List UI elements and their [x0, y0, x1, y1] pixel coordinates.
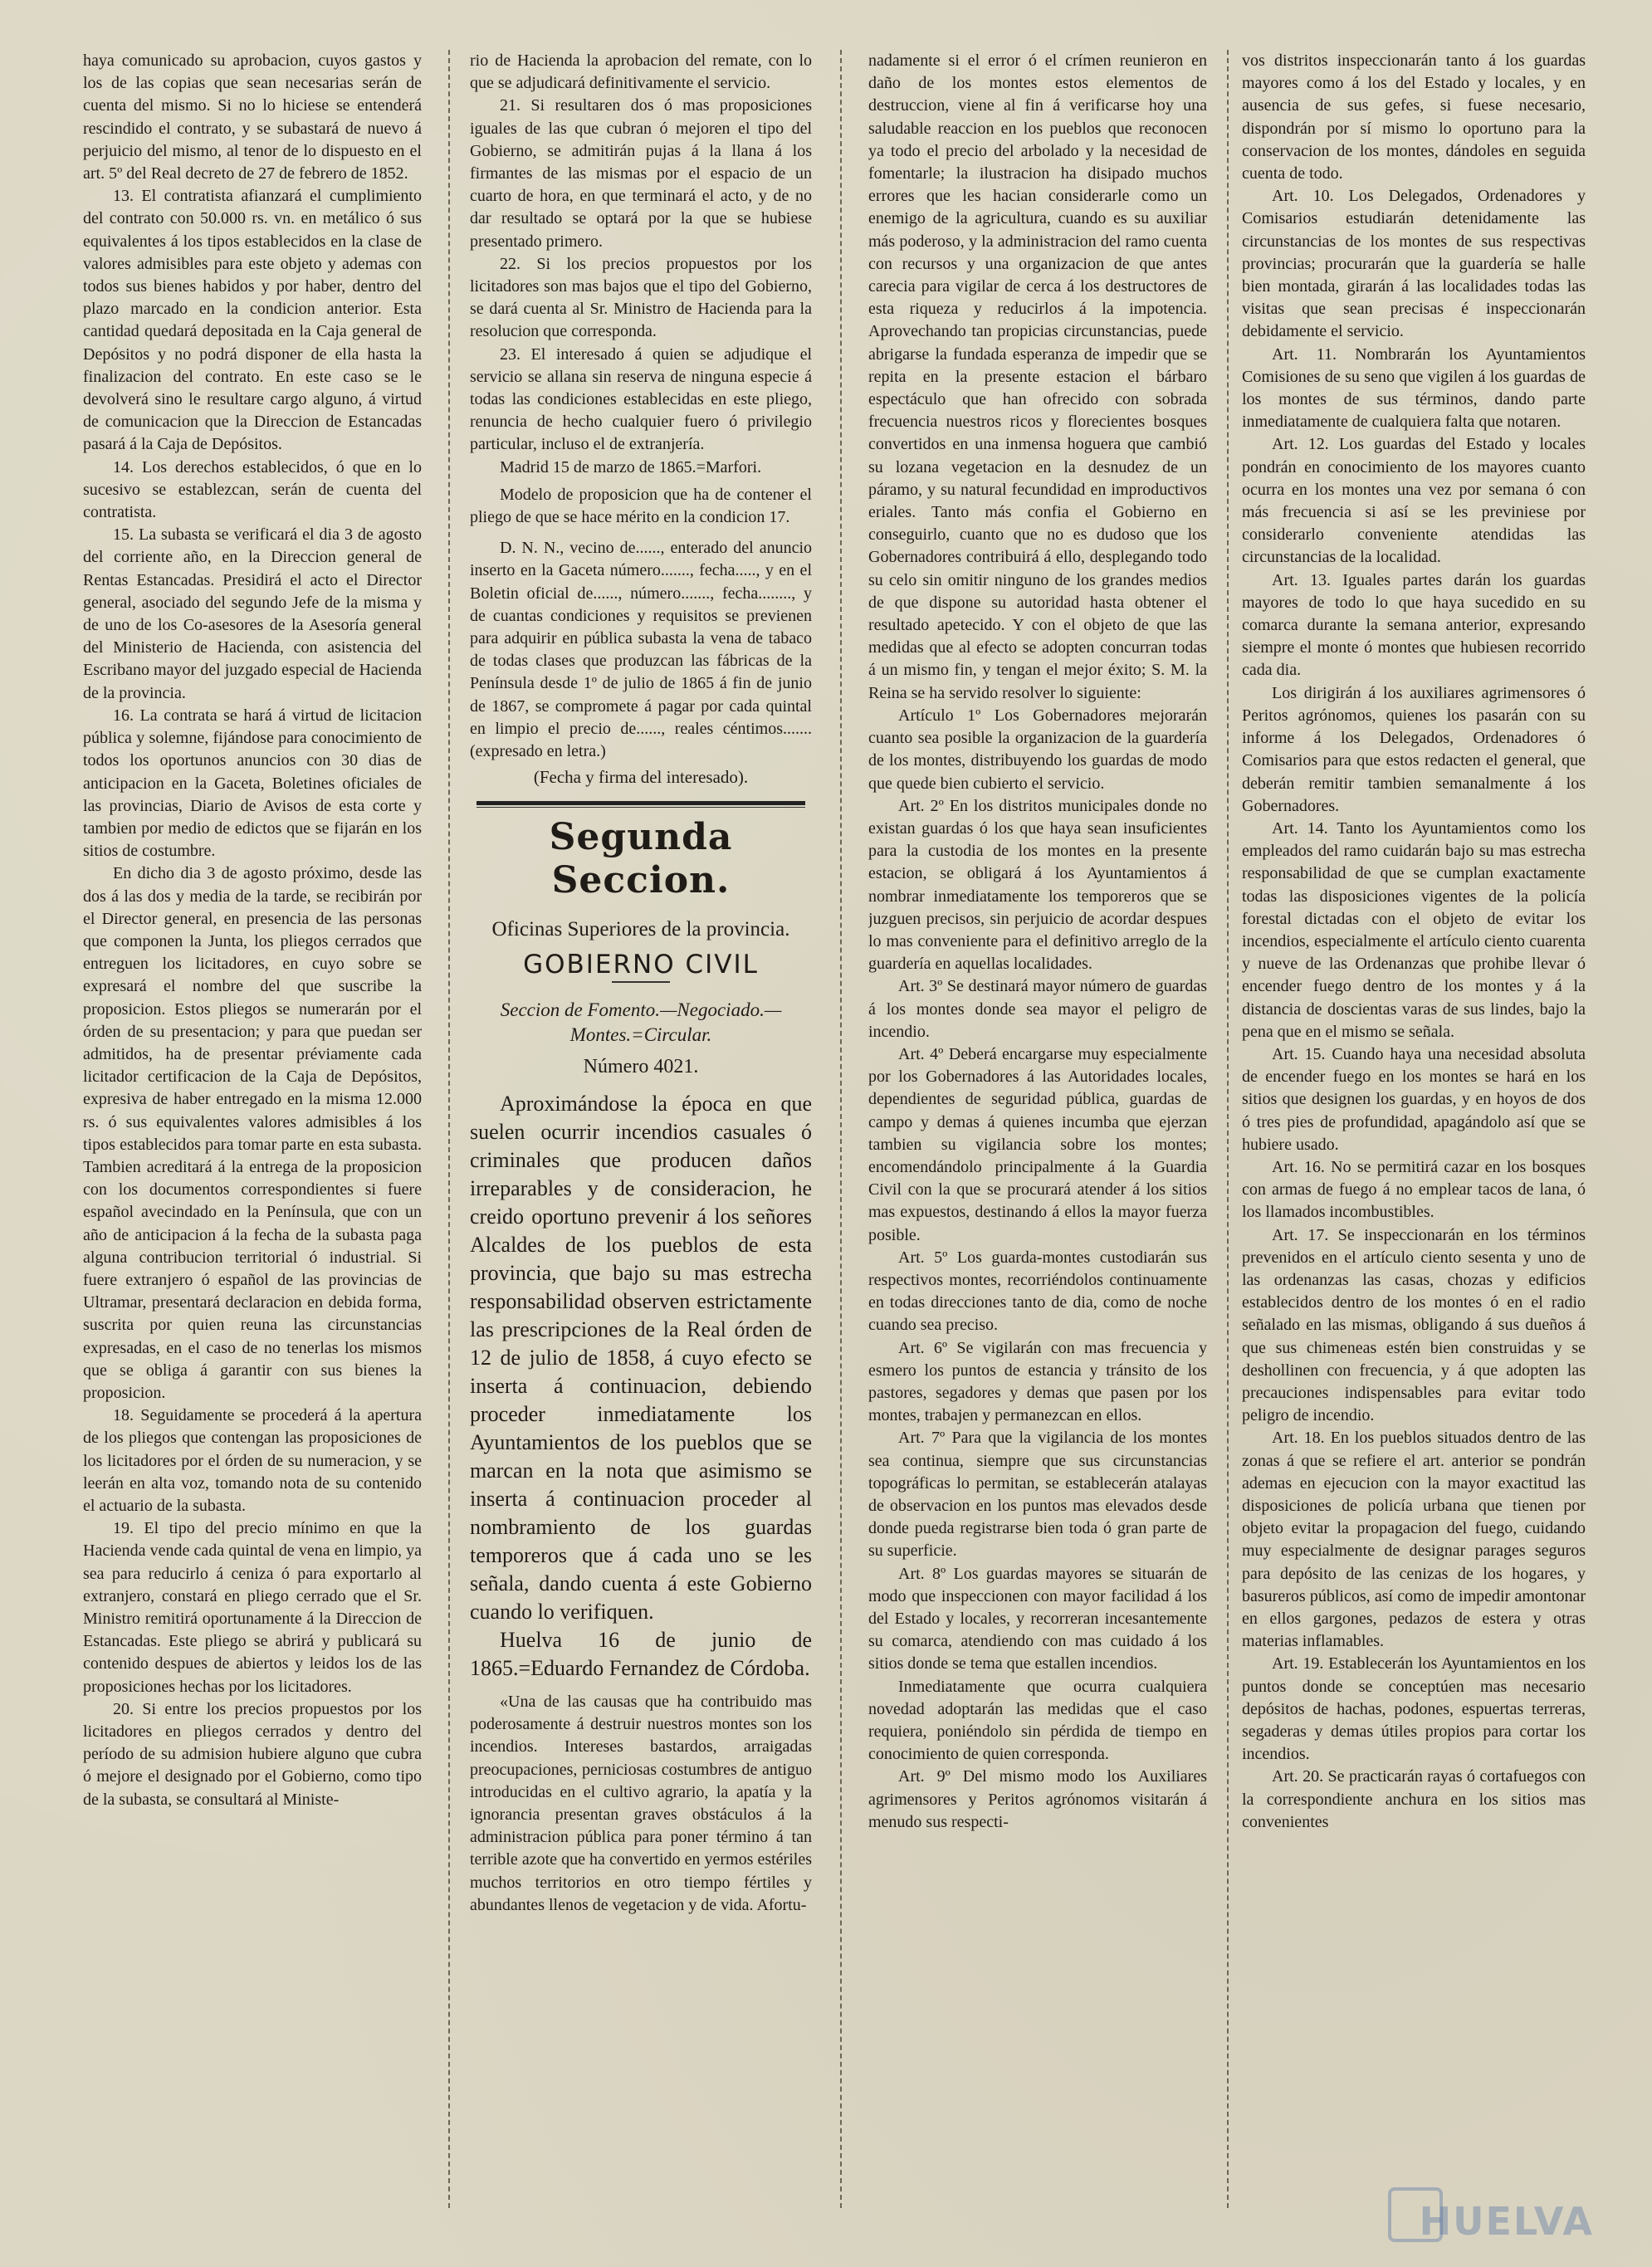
paragraph: haya comunicado su aprobacion, cuyos gastos y los de las copias que sean necesarias serán de cuenta del mismo. Si no lo hiciese se entenderá rescindido el contrato, y se subastará de nuevo á perjuicio del mismo, al tenor de lo dispuesto en el art. 5º del Real decreto de 27 de febrero de 1852. [83, 51, 422, 183]
paragraph: Artículo 1º Los Gobernadores mejorarán cuanto sea posible la organizacion de la guardería de los montes, distribuyendo los guardas de modo que quede bien cubierto el servicio. [868, 706, 1207, 793]
dateline: Madrid 15 de marzo de 1865.=Marfori. [500, 457, 762, 476]
signature-line: (Fecha y firma del interesado). [533, 767, 749, 788]
paragraph: Art. 16. No se permitirá cazar en los bosques con armas de fuego á no emplear tacos de lana, ó los llamados incombustibles. [1242, 1157, 1586, 1222]
model-heading: Modelo de proposicion que ha de contener el pliego de que se hace mérito en la condicion 17. [470, 485, 812, 527]
paragraph: Art. 4º Deberá encargarse muy especialmente por los Gobernadores á las Autoridades locales, dependientes de seguridad pública, guardas de campo y demas á quienes incumba que ejerzan tambien su vigilancia sobre los montes; encomendándolo principalmente á la Guardia Civil con la que se procurará atender á los sitios mas expuestos, destinando á ellos la mayor fuerza posible. [868, 1044, 1207, 1244]
paragraph: En dicho dia 3 de agosto próximo, desde las dos á las dos y media de la tarde, se recibirán por el Director general, en presencia de las personas que componen la Junta, los pliegos cerrados que entreguen los licitadores, en cuyo sobre se expresará el nombre del que suscribe la proposicion. Estos pliegos se numerarán por el órden de su presentacion; y para que puedan ser admitidos, ha de presentar préviamente cada licitador certificacion de la Caja de Depósitos, expresiva de haber entregado en la misma 12.000 rs. ó sus equivalentes valores admisibles á los tipos establecidos para tomar parte en esta subasta. Tambien acreditará á la entrega de la proposicion con los documentos correspondientes si fuere español avecindado en la Península, que con un año de anticipacion á la fecha de la subasta paga alguna contribucion territorial ó industrial. Si fuere extranjero ó español de las provincias de Ultramar, presentará declaracion en debida forma, suscrita por quien reuna las circunstancias expresadas, en el caso de no tenerlas los mismos que se obliga á garantir con sus bienes la proposicion. [83, 864, 422, 1402]
paragraph: 13. El contratista afianzará el cumplimiento del contrato con 50.000 rs. vn. en metálico ó sus equivalentes á los tipos establecidos en la clase de valores admisibles para este objeto y ademas con todos sus bienes habidos y por haber, dentro del plazo marcado en la condicion anterior. Esta cantidad quedará depositada en la Caja general de Depósitos y no podrá disponer de ella hasta la finalizacion del contrato. En este caso se le devolverá sino le resultare cargo alguno, á virtud de comunicacion que la Direccion de Estancadas pasará á la Caja de Depósitos. [83, 187, 422, 454]
section-rule [477, 807, 805, 808]
paragraph: Aproximándose la época en que suelen ocurrir incendios casuales ó criminales que producen daños irreparables y de consideracion, he creido oportuno prevenir á los señores Alcaldes de los pueblos de esta provincia, que bajo su mas estrecha responsabilidad observen estrictamente las prescripciones de la Real órden de 12 de julio de 1858, á cuyo efecto se inserta á continuacion, debiendo proceder inmediatamente los Ayuntamientos de los pueblos que se marcan en la nota que asimismo se inserta á continuacion proceder al nombramiento de los guardas temporeros que á cada uno se les señala, dando cuenta á este Gobierno cuando lo verifiquen. [470, 1091, 812, 1624]
paragraph: 15. La subasta se verificará el dia 3 de agosto del corriente año, en la Direccion general de Rentas Estancadas. Presidirá el acto el Director general, asociado del segundo Jefe de la misma y de uno de los Co-asesores de la Asesoría general del Ministerio de Hacienda, con asistencia del Escribano mayor del juzgado especial de Hacienda de la provincia. [83, 525, 422, 702]
paragraph: Art. 9º Del mismo modo los Auxiliares agrimensores y Peritos agrónomos visitarán á menudo sus respecti- [868, 1767, 1207, 1831]
gobierno-heading: GOBIERNO CIVIL [523, 949, 759, 980]
paragraph: 23. El interesado á quien se adjudique el servicio se allana sin reserva de ninguna especie á todas las condiciones establecidas en este pliego, renuncia de hecho cualquier fuero ó privilegio particular, incluso el de extranjería. [470, 344, 812, 454]
column-2 [470, 50, 812, 2225]
paragraph: vos distritos inspeccionarán tanto á los guardas mayores como á los del Estado y locales, y en ausencia de sus gefes, si fuese necesario, dispondrán por sí mismo lo oportuno para la conservacion de los montes, dándoles en seguida cuenta de todo. [1242, 51, 1586, 183]
paragraph: 22. Si los precios propuestos por los licitadores son mas bajos que el tipo del Gobierno, se dará cuenta al Sr. Ministro de Hacienda para la resolucion que corresponda. [470, 254, 812, 341]
paragraph: Art. 17. Se inspeccionarán en los términos prevenidos en el artículo ciento sesenta y uno de las ordenanzas las casas, chozas y edificios establecidos dentro de los montes ó en el radio señalado en las mismas, obligando á sus dueños á que sus chimeneas estén bien construidas y se deshollinen con frecuencia, y á que adopten las precauciones indispensables para evitar todo peligro de incendio. [1242, 1225, 1586, 1425]
office-heading: Oficinas Superiores de la provincia. [491, 917, 790, 941]
paragraph: 20. Si entre los precios propuestos por los licitadores en pliegos cerrados y dentro del período de su admision hubiere alguno que cubra ó mejore el designado por el Gobierno, como tipo de la subasta, se consultará al Ministe- [83, 1699, 422, 1809]
section-rule [477, 801, 805, 805]
paragraph: Los dirigirán á los auxiliares agrimensores ó Peritos agrónomos, quienes los pasarán con su informe á los Delegados, Ordenadores ó Comisarios para que estos redacten el general, que deberán remitir tambien semanalmente á los Gobernadores. [1242, 683, 1586, 815]
paragraph: Art. 18. En los pueblos situados dentro de las zonas á que se refiere el art. anterior se pondrán ademas en ejecucion con la mayor exactitud las disposiciones de policía urbana que tienen por objeto evitar la propagacion del fuego, cuidando muy especialmente de designar parages seguros para depósito de las cenizas de los hogares, y basureros públicos, así como de impedir amontonar en ellos gargones, pedazos de estera y otras materias inflamables. [1242, 1429, 1586, 1651]
paragraph: 14. Los derechos establecidos, ó que en lo sucesivo se establezcan, serán de cuenta del contratista. [83, 457, 422, 522]
paragraph: Art. 8º Los guardas mayores se situarán de modo que inspeccionen con mayor facilidad á los del Estado y locales, y recorreran incesantemente su comarca, atendiendo con mas cuidado á los sitios donde se tema que estallen incendios. [868, 1564, 1207, 1673]
paragraph: Art. 19. Establecerán los Ayuntamientos en los puntos donde se conceptúen mas necesario depósitos de hachas, podones, espuertas terreras, segaderas y demas útiles propios para cortar los incendios. [1242, 1654, 1586, 1764]
short-rule [612, 981, 670, 983]
paragraph: Art. 11. Nombrarán los Ayuntamientos Comisiones de su seno que vigilen á los guardas de los montes de sus términos, dando parte inmediatamente de cualquiera falta que notaren. [1242, 344, 1586, 432]
paragraph: rio de Hacienda la aprobacion del remate, con lo que se adjudicará definitivamente el servicio. [470, 51, 812, 93]
paragraph: Inmediatamente que ocurra cualquiera novedad adoptarán las medidas que el caso requiera, poniéndolo sin pérdida de tiempo en conocimiento de quien corresponda. [868, 1677, 1207, 1764]
circular-number: Número 4021. [583, 1055, 699, 1077]
dateline: Huelva 16 de junio de 1865.=Eduardo Fernandez de Córdoba. [470, 1627, 812, 1680]
column-4 [1242, 50, 1586, 2225]
paragraph: Art. 15. Cuando haya una necesidad absoluta de encender fuego en los montes se hará en los sitios que designen los guardas, y en hoyos de dos ó tres pies de profundidad, apagándolo así que se hubiere usado. [1242, 1044, 1586, 1154]
paragraph: Art. 5º Los guarda-montes custodiarán sus respectivos montes, recorriéndolos continuamente en todas direcciones tanto de dia, como de noche cuando sea preciso. [868, 1248, 1207, 1335]
column-divider [840, 50, 842, 2208]
paragraph: Art. 7º Para que la vigilancia de los montes sea continua, siempre que sus circunstancias topográficas lo permitan, se establecerán atalayas de observacion en los puntos mas elevados desde donde pueda registrarse bien toda ó gran parte de su superficie. [868, 1429, 1207, 1561]
paragraph: 16. La contrata se hará á virtud de licitacion pública y solemne, fijándose para conocimiento de todos los oportunos anuncios con 30 dias de anticipacion en la Gaceta, Boletines oficiales de las provincias, Diario de Avisos de esta corte y tambien por medio de edictos que se fijarán en los sitios de costumbre. [83, 706, 422, 861]
column-divider [448, 50, 450, 2208]
column-3 [868, 50, 1207, 2225]
paragraph: 21. Si resultaren dos ó mas proposiciones iguales de las que cubran ó mejoren el tipo del Gobierno, se admitirán pujas á la llana á los firmantes de las mismas por el espacio de un cuarto de hora, en que terminará el acto, y de no dar resultado se optará por la que se hubiese presentado primero. [470, 96, 812, 251]
paragraph: 18. Seguidamente se procederá á la apertura de los pliegos que contengan las proposiciones de los licitadores por el órden de su numeracion, y se leerán en alta voz, tomando nota de su contenido el actuario de la subasta. [83, 1406, 422, 1515]
column-1 [83, 50, 422, 2225]
section-title: Segunda Seccion. [549, 815, 733, 901]
paragraph: «Una de las causas que ha contribuido mas poderosamente á destruir nuestros montes son los incendios. Intereses bastardos, arraigadas preocupaciones, perniciosas costumbres de antiguo introducidas en el cultivo agrario, la apatía y la ignorancia presentan graves obstáculos á la administracion pública para poner término á tan terrible azote que ha convertido en yermos estériles muchos territorios en otro tiempo fértiles y abundantes llenos de vegetacion y de vida. Afortu- [470, 1692, 812, 1914]
archive-watermark: HUELVA [1419, 2199, 1594, 2244]
paragraph: nadamente si el error ó el crímen reunieron en daño de los montes estos elementos de destruccion, viene al fin á verificarse hoy una saludable reaccion en los pueblos que reconocen ya todo el precio del arbolado y la necesidad de fomentarle; la ilustracion ha disipado muchos errores que les hacian considerarle como un enemigo de la agricultura, cuando es su auxiliar más poderoso, y la administracion del ramo cuenta con recursos y una organizacion de que antes carecia para vigilar de cerca á los destructores de esta riqueza y reducirlos á la impotencia. Aprovechando tan propicias circunstancias, puede abrigarse la fundada esperanza de impedir que se repita en la presente estacion el bárbaro espectáculo que han ofrecido con sobrada frecuencia nuestros ricos y florecientes bosques convertidos en una inmensa hoguera que cambió su lozana vegetacion en la desnudez de un páramo, y su natural fecundidad en improductivos eriales. Tanto más confia el Gobierno en conseguirlo, cuanto que no es dudoso que los Gobernadores contribuirá á ello, desplegando todo su celo sin omitir ninguno de los grandes medios de que dispone su autoridad hasta obtener el resultado apetecido. Y con el objeto de que las medidas que al efecto se adopten concurran todas á un mismo fin, y tengan el mejor éxito; S. M. la Reina se ha servido resolver lo siguiente: [868, 51, 1207, 702]
paragraph: Art. 2º En los distritos municipales donde no existan guardas ó los que haya sean insuficientes para la custodia de los montes en la presente estacion, se obligará á los Ayuntamientos á nombrar inmediatamente los temporeros que se juzguen precisos, sin perjuicio de acordar despues lo mas conveniente para el definitivo arreglo de la guardería en aquellas localidades. [868, 796, 1207, 974]
paragraph: 19. El tipo del precio mínimo en que la Hacienda vende cada quintal de vena en limpio, ya sea para reducirlo á ceniza ó para exportarlo al extranjero, constará en pliego cerrado que el Sr. Ministro remitirá oportunamente á la Direccion de Estancadas. Este pliego se abrirá y publicará su contenido despues de abiertos y leidos los de las proposiciones hechas por los licitadores. [83, 1519, 422, 1696]
column-divider [1227, 50, 1229, 2208]
paragraph: Art. 10. Los Delegados, Ordenadores y Comisarios estudiarán detenidamente las circunstancias de los montes de sus respectivas provincias; procurarán que la guardería se halle bien montada, girarán á las localidades todas las visitas que sean precisas é inspeccionarán debidamente el servicio. [1242, 187, 1586, 341]
paragraph: Art. 13. Iguales partes darán los guardas mayores de todo lo que haya sucedido en su comarca durante la semana anterior, expresando siempre el monte ó montes que hubiesen recorrido cada dia. [1242, 570, 1586, 680]
paragraph: Art. 14. Tanto los Ayuntamientos como los empleados del ramo cuidarán bajo su mas estrecha responsabilidad de que se cumplan exactamente todas las disposiciones vigentes de la policía forestal dictadas con el objeto de evitar los incendios, especialmente el artículo ciento cuarenta y nueve de las Ordenanzas que prohibe llevar ó encender fuego dentro de los montes y á la distancia de doscientas varas de sus lindes, bajo la pena que en el mismo se señala. [1242, 818, 1586, 1041]
paragraph: Art. 12. Los guardas del Estado y locales pondrán en conocimiento de los mayores cuanto ocurra en los montes una vez por semana ó con más frecuencia si así se les previniese por considerarlo conveniente atendidas las circunstancias de la localidad. [1242, 435, 1586, 567]
paragraph: Art. 6º Se vigilarán con mas frecuencia y esmero los puntos de estancia y tránsito de los pastores, segadores y demas que pasen por los montes, trabajen y permanezcan en ellos. [868, 1338, 1207, 1425]
paragraph: Art. 3º Se destinará mayor número de guardas á los montes donde sea mayor el peligro de incendio. [868, 977, 1207, 1041]
model-text: D. N. N., vecino de......, enterado del anuncio inserto en la Gaceta número......., fecha....., y en el Boletin oficial de......, número......., fecha........, y de cuantas condiciones y requisitos se previenen para adquirir en pública subasta la vena de tabaco de todas clases que produzcan las fábricas de la Península desde 1º de julio de 1865 á fin de junio de 1867, se compromete á pagar por cada quintal en limpio el precio de......, reales céntimos....... (expresado en letra.) [470, 539, 812, 761]
circular-subtitle: Seccion de Fomento.—Negociado.—Montes.=Circular. [500, 999, 782, 1045]
paragraph: Art. 20. Se practicarán rayas ó cortafuegos con la correspondiente anchura en los sitios mas convenientes [1242, 1767, 1586, 1831]
